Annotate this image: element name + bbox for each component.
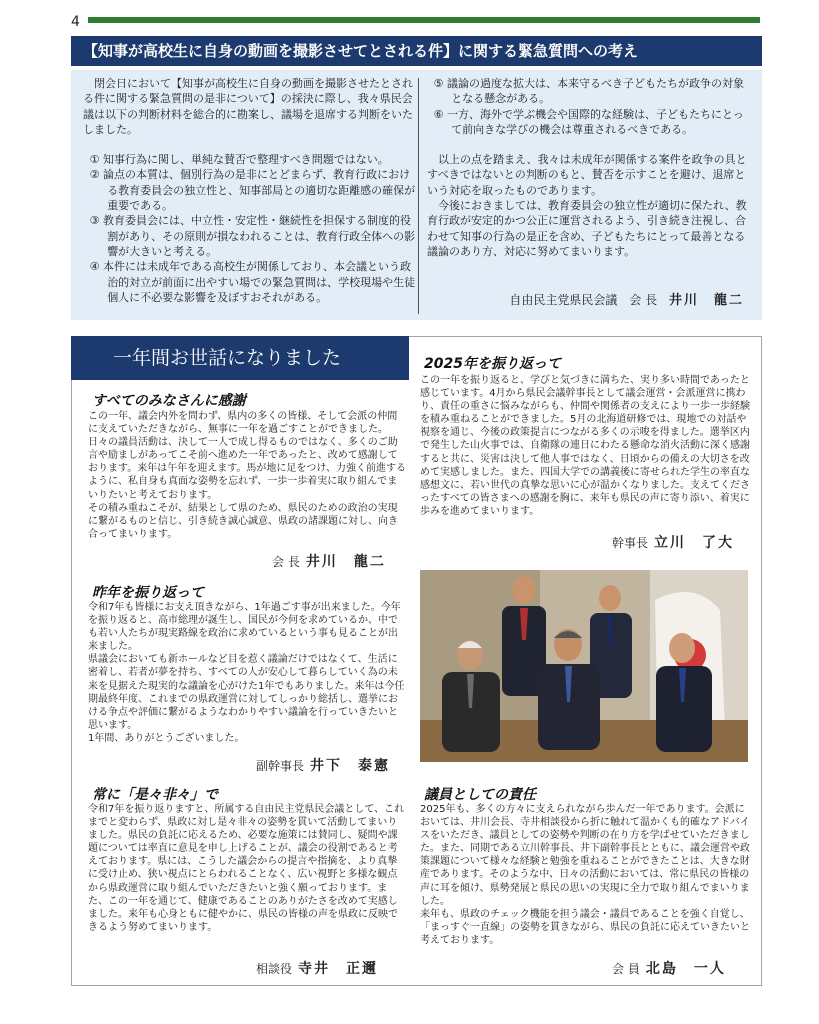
- section-title-zehi: 常に「是々非々」で: [88, 784, 222, 807]
- signature-inoshita: [256, 755, 390, 775]
- section-body-2025: この一年を振り返ると、学びと気づきに満ちた、実り多い時間であったと感じています。4月から県民会議幹事長として議会運営・会派運営に携わり、責任の重さに悩みながらも、仲間や関係者の支えにより一歩一歩経験を積み重ねることができました。5月の北海道研修では、現地での対話や視察を通じ、今後の政策提言につながる多くの示唆を得ました。選挙区内で発生した山火事では、自衛隊の連日にわたる懸命な消火活動に深く感謝すると共に、災害は決して他人事ではなく、日頃からの備えの大切さを改めて実感しました。また、四国大学での講義後に寄せられた学生の率直な感想文に、若い世代の真摯な思いに心が温かくなりました。支えてくださったすべての皆さまへの感謝を胸に、来年も県民の声に寄り添い、着実に歩みを進めてまいります。: [420, 375, 750, 517]
- signature-role: 会 長: [272, 555, 300, 569]
- signature-kitajima: [612, 958, 726, 978]
- question-title-banner: 【知事が高校生に自身の動画を撮影させてとされる件】に関する緊急質問への考え: [71, 36, 762, 66]
- section-body-responsibility: 2025年も、多くの方々に支えられながら歩んだ一年であります。会派においては、井川会長、寺井相談役から折に触れて温かくも的確なアドバイスをいただき、議員としての姿勢や判断の在り方を学ばせていただきました。また、同期である立川幹事長、井下副幹事長とともに、議会運営や政策課題について様々な経験と勉強を重ねることができたことは、大きな財産であります。そのような中、日々の活動においては、常に県民の皆様の声に耳を傾け、県勢発展と県民の思いの実現に全力で取り組んでまいりました。 来年も、県政のチェック機能を担う議会・議員であることを強く自覚し、「まっすぐ一直線」の姿勢を貫きながら、県民の負託に応えていきたいと考えております。: [420, 804, 750, 946]
- top-rule: [88, 17, 760, 23]
- section-title-responsibility: 議員としての責任: [420, 784, 540, 807]
- signature-name: 寺井 正邇: [298, 961, 379, 977]
- thanks-banner: 一年間お世話になりました: [71, 336, 409, 380]
- question-conclusion-1: 以上の点を踏まえ、我々は未成年が関係する案件を政争の具とすべきではないとの判断のもと、賛否を示すことを避け、退席という対応を取ったものであります。: [427, 153, 747, 197]
- question-signature-name: 井川 龍二: [668, 293, 744, 308]
- question-item-6: ⑥ 一方、海外で学ぶ機会や国際的な経験は、子どもたちにとって前向きな学びの機会は尊重されるべきである。: [433, 107, 744, 136]
- signature-role: 幹事長: [612, 536, 649, 550]
- question-item-4: ④ 本件には未成年である高校生が関係しており、本会議という政治的対立が前面に出やすい場での緊急質問は、学校現場や生徒個人に不必要な影響を及ぼすおそれがある。: [89, 260, 416, 304]
- question-right-column: [427, 76, 753, 259]
- question-intro: 閉会日において【知事が高校生に自身の動画を撮影させたとされる件に関する緊急質問の是非について】の採決に際し、我々県民会議は以下の判断材料を総合的に勘案し、議場を退席する判断をいたしました。: [83, 77, 413, 136]
- signature-terai: [256, 958, 378, 978]
- question-conclusion-2: 今後におきましては、教育委員会の独立性が適切に保たれ、教育行政が安定的かつ公正に運営されるよう、引き続き注視し、合わせて知事の行為の是正を含め、子どもたちにとって最善となる議論のあり方、対応に努めてまいります。: [427, 199, 747, 258]
- signature-name: 立川 了大: [654, 535, 735, 551]
- question-item-3: ③ 教育委員会には、中立性・安定性・継続性を担保する制度的役割があり、その原則が損なわれることは、教育行政全体への影響が大きいと考える。: [89, 214, 416, 258]
- question-signature: [509, 289, 744, 308]
- question-item-1: ① 知事行為に関し、単純な賛否で整理すべき問題ではない。: [89, 153, 389, 167]
- column-divider: [418, 78, 419, 314]
- group-photo: [420, 570, 748, 762]
- question-item-2: ② 論点の本質は、個別行為の是非にとどまらず、教育行政における教育委員会の独立性と、知事部局との適切な距離感の確保が重要である。: [89, 168, 416, 213]
- signature-igawa: [272, 551, 386, 571]
- question-box: [71, 70, 762, 320]
- page-number: 4: [71, 14, 80, 30]
- section-body-zehi: 令和7年を振り返りますと、所属する自由民主党県民会議として、これまでと変わらず、県政に対し是々非々の姿勢を貫いて活動してまいりました。県民の負託に応えるため、必要な施策には賛同し、疑問や課題については率直に意見を申し上げることが、議会の役割であると考えております。県には、こうした議会からの提言や指摘を、より真摯に受け止め、狭い視点にとらわれることなく、広い視野と多様な観点から県政運営に取り組んでいただきたいと強く願っております。また、この一年を通じて、健康であることのありがたさを改めて実感しました。来年も心身ともに健やかに、県民の皆様の声を県政に反映できるよう努めてまいります。: [88, 804, 405, 933]
- signature-tachikawa: [612, 532, 734, 552]
- group-photo-illustration: [420, 570, 748, 762]
- signature-name: 井川 龍二: [305, 554, 386, 570]
- signature-name: 北島 一人: [645, 961, 726, 977]
- signature-role: 会 員: [612, 962, 640, 976]
- signature-role: 相談役: [256, 962, 293, 976]
- question-left-column: [83, 76, 417, 305]
- question-item-5: ⑤ 議論の過度な拡大は、本来守るべき子どもたちが政争の対象となる懸念がある。: [433, 77, 744, 106]
- section-body-gratitude: この一年、議会内外を問わず、県内の多くの皆様、そして会派の仲間に支えていただきながら、無事に一年を過ごすことができました。日々の議員活動は、決して一人で成し得るものではなく、多くのご助言や励ましがあってこそ前へ進めた一年であったと、改めて感謝しております。来年は午年を迎えます。馬が地に足をつけ、力強く前進するように、私自身も真面な姿勢を忘れず、一歩一歩着実に取り組んでまいりたいと考えております。 その積み重ねこそが、結果として県のため、県民のための政治の実現に繋がるものと信じ、引き続き誠心誠意、県政の諸課題に対し、向き合ってまいります。: [88, 411, 406, 540]
- section-title-last-year: 昨年を振り返って: [88, 582, 208, 605]
- signature-role: 副幹事長: [256, 759, 305, 773]
- section-title-gratitude: すべてのみなさんに感謝: [88, 390, 250, 413]
- question-signature-role: 自由民主党県民会議 会 長: [509, 293, 658, 307]
- signature-name: 井下 泰憲: [310, 758, 391, 774]
- section-body-last-year: 令和7年も皆様にお支え頂きながら、1年過ごす事が出来ました。今年を振り返ると、高市総理が誕生し、国民が今何を求めているか、中でも若い人たちが現実路線を政治に求めているという事も見ることが出来ました。 県議会においても新ホールなど目を惹く議論だけではなくて、生活に密着し、若者が夢を持ち、すべての人が安心して暮らしていく為の未来を見据えた現実的な議論を心がけた1年でもありました。来年は今任期最終年度、これまでの県政運営に対してしっかり総括し、選挙における争点や評価に繋がるようなわかりやすい議論を行っていきたいと思います。 1年間、ありがとうございました。: [88, 602, 405, 744]
- section-title-2025: 2025年を振り返って: [420, 353, 565, 376]
